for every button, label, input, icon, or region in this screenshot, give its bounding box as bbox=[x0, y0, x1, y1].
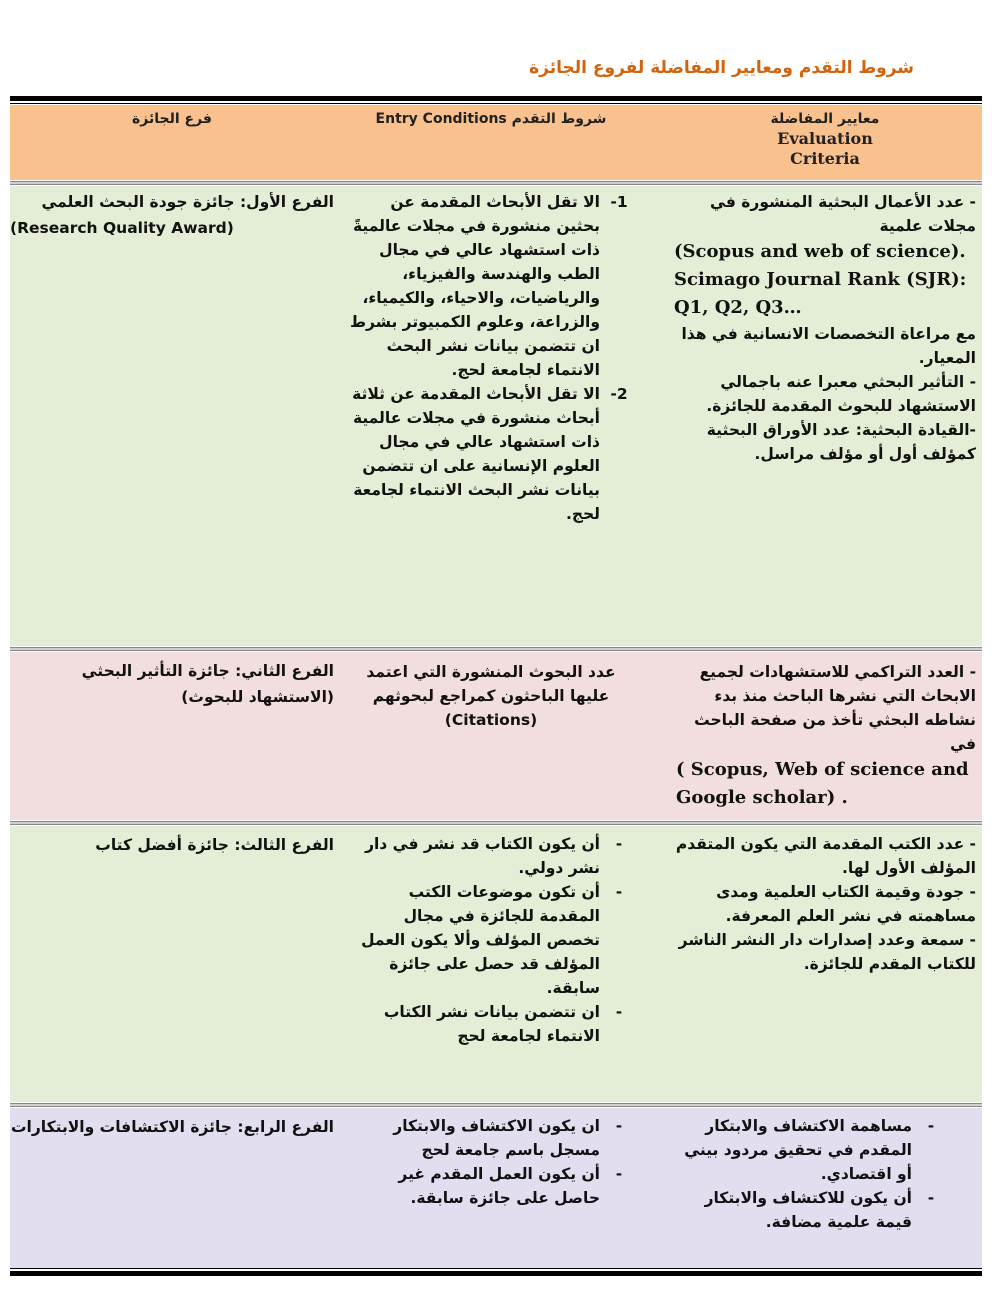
criteria-text: -القيادة البحثية: عدد الأوراق البحثية كمؤلف أول أو مؤلف مراسل. bbox=[706, 421, 976, 463]
condition-item bbox=[348, 382, 634, 526]
condition-text: أن يكون العمل المقدم غير حاصل على جائزة سابقة. bbox=[398, 1165, 600, 1207]
row-separator bbox=[10, 821, 982, 825]
header-branch: فرع الجائزة bbox=[132, 111, 212, 127]
table-row-2 bbox=[10, 652, 982, 820]
condition-marker: - bbox=[615, 1117, 623, 1135]
criteria-text: - عدد الكتب المقدمة التي يكون المتقدم المؤلف الأول لها. bbox=[675, 835, 976, 877]
header-conditions-label: شروط التقدم Entry Conditions bbox=[375, 111, 607, 127]
row-separator bbox=[10, 647, 982, 651]
criteria-text: مع مراعاة التخصصات الانسانية في هذا المعيار. bbox=[681, 325, 976, 367]
page-title: شروط التقدم ومعايير المفاضلة لفروع الجائزة bbox=[529, 58, 914, 78]
criteria-cell bbox=[684, 1108, 946, 1268]
criteria-text: - التأثير البحثي معبرا عنه باجمالي الاستشهاد للبحوث المقدمة للجائزة. bbox=[706, 373, 976, 415]
criteria-text: - سمعة وعدد إصدارات دار النشر الناشر للكتاب المقدم للجائزة. bbox=[678, 931, 976, 973]
table-header-row bbox=[10, 105, 982, 180]
branch-title: الفرع الأول: جائزة جودة البحث العلمي bbox=[41, 193, 334, 211]
criteria-text-en: Q1, Q2, Q3… bbox=[674, 297, 802, 318]
criteria-marker: - bbox=[927, 1189, 935, 1207]
table-row-1 bbox=[10, 186, 982, 646]
condition-text: عدد البحوث المنشورة التي اعتمد عليها الباحثون كمراجع لبحوثهم bbox=[366, 663, 616, 705]
conditions-cell bbox=[348, 1108, 634, 1268]
conditions-cell bbox=[348, 826, 634, 1102]
branch-title: الفرع الثالث: جائزة أفضل كتاب bbox=[95, 836, 334, 854]
criteria-text: - عدد الأعمال البحثية المنشورة في مجلات علمية bbox=[710, 193, 976, 235]
condition-marker: 2- bbox=[610, 385, 628, 403]
condition-marker: - bbox=[615, 1003, 623, 1021]
criteria-text-en: (Scopus and web of science). bbox=[674, 241, 966, 262]
criteria-text: - جودة وقيمة الكتاب العلمية ومدى مساهمته في نشر العلم المعرفة. bbox=[716, 883, 976, 925]
branch-cell bbox=[10, 826, 334, 1102]
row-separator bbox=[10, 1103, 982, 1107]
conditions-cell bbox=[348, 652, 634, 820]
branch-cell bbox=[10, 1108, 334, 1268]
condition-text: أن تكون موضوعات الكتب المقدمة للجائزة في مجال تخصص المؤلف وألا يكون العمل المؤلف قد حصل على جائزة سابقة. bbox=[361, 883, 600, 997]
table-row-4 bbox=[10, 1108, 982, 1268]
condition-marker: - bbox=[615, 1165, 623, 1183]
condition-marker: 1- bbox=[610, 193, 628, 211]
table-bottom-rule-thin bbox=[10, 1268, 982, 1269]
row-separator bbox=[10, 181, 982, 185]
condition-text: أن يكون الكتاب قد نشر في دار نشر دولي. bbox=[365, 835, 600, 877]
criteria-item bbox=[684, 1186, 946, 1234]
condition-text: ان يكون الاكتشاف والابتكار مسجل باسم جامعة لحج bbox=[393, 1117, 600, 1159]
condition-item bbox=[348, 880, 634, 1000]
criteria-text-en: Scimago Journal Rank (SJR): bbox=[674, 269, 967, 290]
condition-text: الا تقل الأبحاث المقدمة عن ثلاثة أبحاث منشورة في مجلات عالمية ذات استشهاد عالي في مجال العلوم الإنسانية على ان تتضمن بيانات نشر البحث الانتماء لجامعة لحج. bbox=[352, 385, 600, 523]
branch-title: الفرع الثاني: جائزة التأثير البحثي (الاستشهاد للبحوث) bbox=[81, 662, 334, 706]
conditions-cell bbox=[348, 186, 634, 646]
table-top-rule-thin bbox=[10, 103, 982, 104]
criteria-cell bbox=[674, 826, 976, 1102]
condition-text: ان تتضمن بيانات نشر الكتاب الانتماء لجامعة لحج bbox=[383, 1003, 600, 1045]
table-top-rule bbox=[10, 96, 982, 101]
header-criteria-en1: Evaluation bbox=[777, 129, 873, 148]
branch-cell bbox=[10, 186, 334, 646]
condition-item bbox=[348, 1114, 634, 1162]
condition-text-en: (Citations) bbox=[444, 711, 538, 729]
criteria-text: - العدد التراكمي للاستشهادات لجميع الابحاث التي نشرها الباحث منذ بدء نشاطه البحثي تأخذ من صفحة الباحث في bbox=[694, 663, 976, 753]
condition-item bbox=[348, 1162, 634, 1210]
criteria-cell bbox=[674, 186, 976, 646]
header-criteria bbox=[674, 105, 976, 180]
table-bottom-rule bbox=[10, 1271, 982, 1276]
criteria-text: مساهمة الاكتشاف والابتكار المقدم في تحقيق مردود بيني أو اقتصادي. bbox=[684, 1117, 912, 1183]
header-conditions bbox=[348, 105, 634, 180]
condition-text: الا تقل الأبحاث المقدمة عن بحثين منشورة في مجلات عالميةً ذات استشهاد عالي في مجال الطب والهندسة والفيزياء، والرياضيات، والاحياء، والكيمياء، والزراعة، وعلوم الكمبيوتر بشرط ان تتضمن بيانات نشر البحث الانتماء لجامعة لحج. bbox=[349, 193, 600, 379]
condition-marker: - bbox=[615, 835, 623, 853]
condition-item bbox=[348, 190, 634, 382]
branch-title-en: (Research Quality Award) bbox=[10, 219, 234, 237]
condition-item bbox=[348, 1000, 634, 1048]
criteria-marker: - bbox=[927, 1117, 935, 1135]
table-row-3 bbox=[10, 826, 982, 1102]
condition-item bbox=[348, 832, 634, 880]
criteria-cell bbox=[674, 652, 976, 820]
header-criteria-en2: Criteria bbox=[790, 149, 860, 168]
condition-marker: - bbox=[615, 883, 623, 901]
criteria-item bbox=[684, 1114, 946, 1186]
header-criteria-ar: معايير المفاضلة bbox=[770, 111, 880, 127]
branch-cell bbox=[10, 652, 334, 820]
criteria-text: أن يكون للاكتشاف والابتكار قيمة علمية مضافة. bbox=[704, 1189, 912, 1231]
criteria-text-en: ( Scopus, Web of science and Google scholar) . bbox=[676, 759, 969, 808]
branch-title: الفرع الرابع: جائزة الاكتشافات والابتكارات bbox=[10, 1118, 334, 1136]
